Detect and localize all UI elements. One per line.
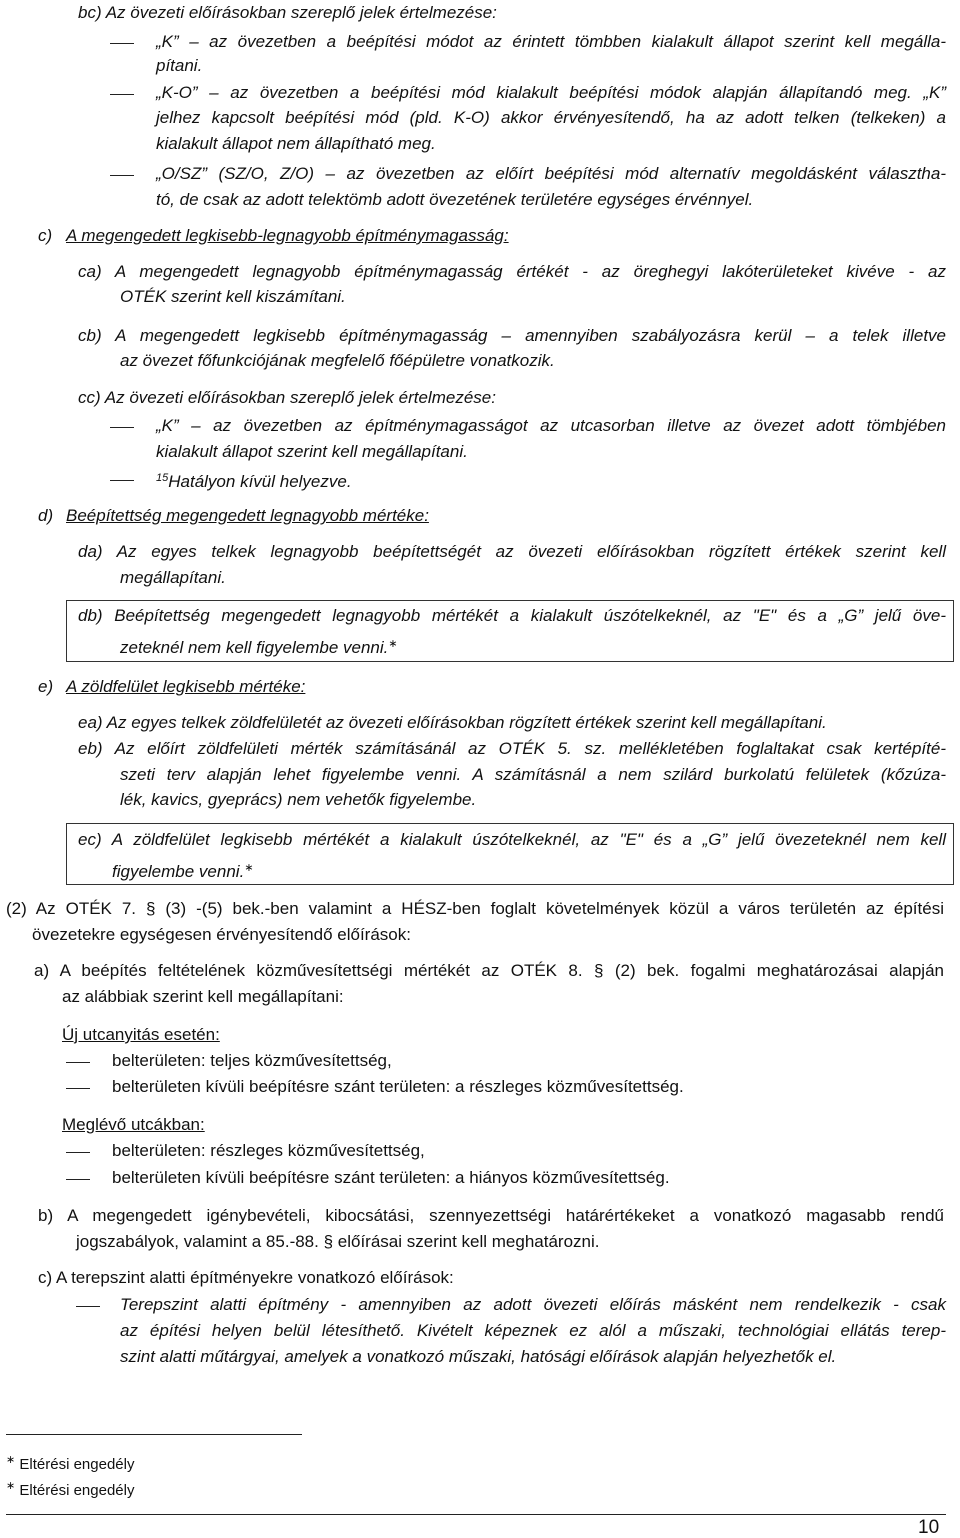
footnote-2-text: Eltérési engedély <box>19 1482 135 1499</box>
bc-item-3-line-2: tó, de csak az adott telektömb adott övezetének területére egységes érvénnyel. <box>156 190 754 209</box>
dash-marker <box>110 94 134 95</box>
footer-rule <box>6 1514 946 1515</box>
footnote-mark: ∗ <box>244 862 254 874</box>
d-heading: Beépítettség megengedett legnagyobb mértéke: <box>66 506 429 525</box>
footnote-ref: 15 <box>156 472 169 484</box>
page-number: 10 <box>918 1517 940 1538</box>
cb-line-2: az övezet főfunkciójának megfelelő főépületre vonatkozik. <box>120 351 555 370</box>
eb-line-2: szeti terv alapján lehet figyelembe venni. A számításnál a nem szilárd burkolatú felületek (kőzúza- <box>120 765 946 784</box>
da-line-2: megállapítani. <box>120 568 226 587</box>
cc-item-2-text: Hatályon kívül helyezve. <box>168 472 352 491</box>
p2-intro-line-2: övezetekre egységesen érvényesítendő előírások: <box>32 925 411 944</box>
bc-item-2-line-3: kialakult állapot nem állapítható meg. <box>156 134 436 153</box>
footnote-2 <box>6 1476 134 1501</box>
cc-item-1-line-1: „K” – az övezetben az építménymagasságot az utcasorban illetve az övezet adott tömbjében <box>156 416 946 435</box>
c-heading-prefix: c) <box>38 226 53 245</box>
new-streets-item-2: belterületen kívüli beépítésre szánt területen: a részleges közművesítettség. <box>112 1077 684 1096</box>
db-line-2-text: zeteknél nem kell figyelembe venni. <box>120 638 389 657</box>
db-line-1: db) Beépítettség megengedett legnagyobb mértékét a kialakult úszótelkeknél, az "E" és a „G” jelű öve- <box>78 606 946 625</box>
da-line-1: da) Az egyes telkek legnagyobb beépítettségét az övezeti előírásokban rögzített értékek szerint kell <box>78 542 946 561</box>
existing-streets-item-2: belterületen kívüli beépítésre szánt területen: a hiányos közművesítettség. <box>112 1168 670 1187</box>
p2-c-item-line-2: az építési helyen belül létesíthető. Kivételt képeznek ez alól a műszaki, technológiai ellátás terep- <box>120 1321 946 1340</box>
eb-line-1: eb) Az előírt zöldfelületi mérték számításánál az OTÉK 5. sz. mellékletében foglaltakat csak kertépíté- <box>78 739 946 758</box>
eb-line-3: lék, kavics, gyeprács) nem vehetők figyelembe. <box>120 790 477 809</box>
ec-line-2 <box>112 858 254 882</box>
bc-item-2-line-2: jelhez kapcsolt beépítési mód (pld. K-O) akkor érvényesítendő, ha az adott telken (telkeken) a <box>156 108 946 127</box>
p2-c-item-line-1: Terepszint alatti építmény - amennyiben az adott övezeti előírás másként nem rendelkezik - csak <box>120 1295 946 1314</box>
p2-c-title: c) A terepszint alatti építményekre vonatkozó előírások: <box>38 1268 454 1287</box>
bc-item-1-line-2: pítani. <box>156 56 203 75</box>
ec-line-2-text: figyelembe venni. <box>112 862 245 881</box>
dash-marker <box>110 427 134 428</box>
ec-line-1: ec) A zöldfelület legkisebb mértékét a kialakult úszótelkeknél, az "E" és a „G” jelű övezeteknél nem kell <box>78 830 946 849</box>
ca-line-2: OTÉK szerint kell kiszámítani. <box>120 287 346 306</box>
ca-line-1: ca) A megengedett legnagyobb építménymagasság értékét - az öreghegyi lakóterületeket kivéve - az <box>78 262 946 281</box>
new-streets-heading: Új utcanyitás esetén: <box>62 1025 220 1044</box>
dash-marker <box>66 1062 90 1063</box>
dash-marker <box>66 1088 90 1089</box>
footnote-mark: ∗ <box>388 638 398 650</box>
bc-item-1-line-1: „K” – az övezetben a beépítési módot az érintett tömbben kialakult állapot szerint kell megálla- <box>156 32 946 51</box>
dash-marker <box>66 1179 90 1180</box>
p2-a-line-2: az alábbiak szerint kell megállapítani: <box>62 987 344 1006</box>
dash-marker <box>76 1306 100 1307</box>
p2-a-line-1: a) A beépítés feltételének közművesítettségi mértékét az OTÉK 8. § (2) bek. fogalmi meghatározásai alapján <box>34 961 944 980</box>
d-heading-prefix: d) <box>38 506 54 525</box>
cc-item-1-line-2: kialakult állapot szerint kell megállapítani. <box>156 442 468 461</box>
dash-marker <box>110 43 134 44</box>
cc-title: cc) Az övezeti előírásokban szereplő jelek értelmezése: <box>78 388 496 407</box>
cb-line-1: cb) A megengedett legkisebb építménymagasság – amennyiben szabályozásra kerül – a telek illetve <box>78 326 946 345</box>
p2-c-item-line-3: szint alatti műtárgyai, amelyek a vonatkozó műszaki, hatósági előírások alapján helyezhetők el. <box>120 1347 837 1366</box>
bc-item-2-line-1: „K-O” – az övezetben a beépítési mód kialakult beépítési módok alapján állapítandó meg. „K” <box>156 83 946 102</box>
db-line-2 <box>120 634 398 658</box>
existing-streets-heading: Meglévő utcákban: <box>62 1115 205 1134</box>
cc-item-2 <box>156 468 352 492</box>
ea-line: ea) Az egyes telkek zöldfelületét az övezeti előírásokban rögzített értékek szerint kell megállapítani. <box>78 713 827 732</box>
footnote-1 <box>6 1450 134 1475</box>
bc-item-3-line-1: „O/SZ” (SZ/O, Z/O) – az övezetben az előírt beépítési mód alternatív megoldásként választha- <box>156 164 946 183</box>
new-streets-item-1: belterületen: teljes közművesítettség, <box>112 1051 392 1070</box>
dash-marker <box>110 175 134 176</box>
p2-intro-line-1: (2) Az OTÉK 7. § (3) -(5) bek.-ben valamint a HÉSZ-ben foglalt követelmények közül a város területén az építési <box>6 899 944 918</box>
e-heading: A zöldfelület legkisebb mértéke: <box>66 677 306 696</box>
footnote-1-mark: ∗ <box>6 1454 16 1466</box>
p2-b-line-2: jogszabályok, valamint a 85.-88. § előírásai szerint kell meghatározni. <box>76 1232 600 1251</box>
footnote-2-mark: ∗ <box>6 1480 16 1492</box>
bc-title: bc) Az övezeti előírásokban szereplő jelek értelmezése: <box>78 3 497 22</box>
c-heading: A megengedett legkisebb-legnagyobb építménymagasság: <box>66 226 509 245</box>
p2-b-line-1: b) A megengedett igénybevételi, kibocsátási, szennyezettségi határértékeket a vonatkozó magasabb rendű <box>38 1206 944 1225</box>
existing-streets-item-1: belterületen: részleges közművesítettség, <box>112 1141 425 1160</box>
footnote-1-text: Eltérési engedély <box>19 1456 135 1473</box>
footnote-separator <box>6 1434 302 1435</box>
e-heading-prefix: e) <box>38 677 54 696</box>
dash-marker <box>110 480 134 481</box>
dash-marker <box>66 1152 90 1153</box>
